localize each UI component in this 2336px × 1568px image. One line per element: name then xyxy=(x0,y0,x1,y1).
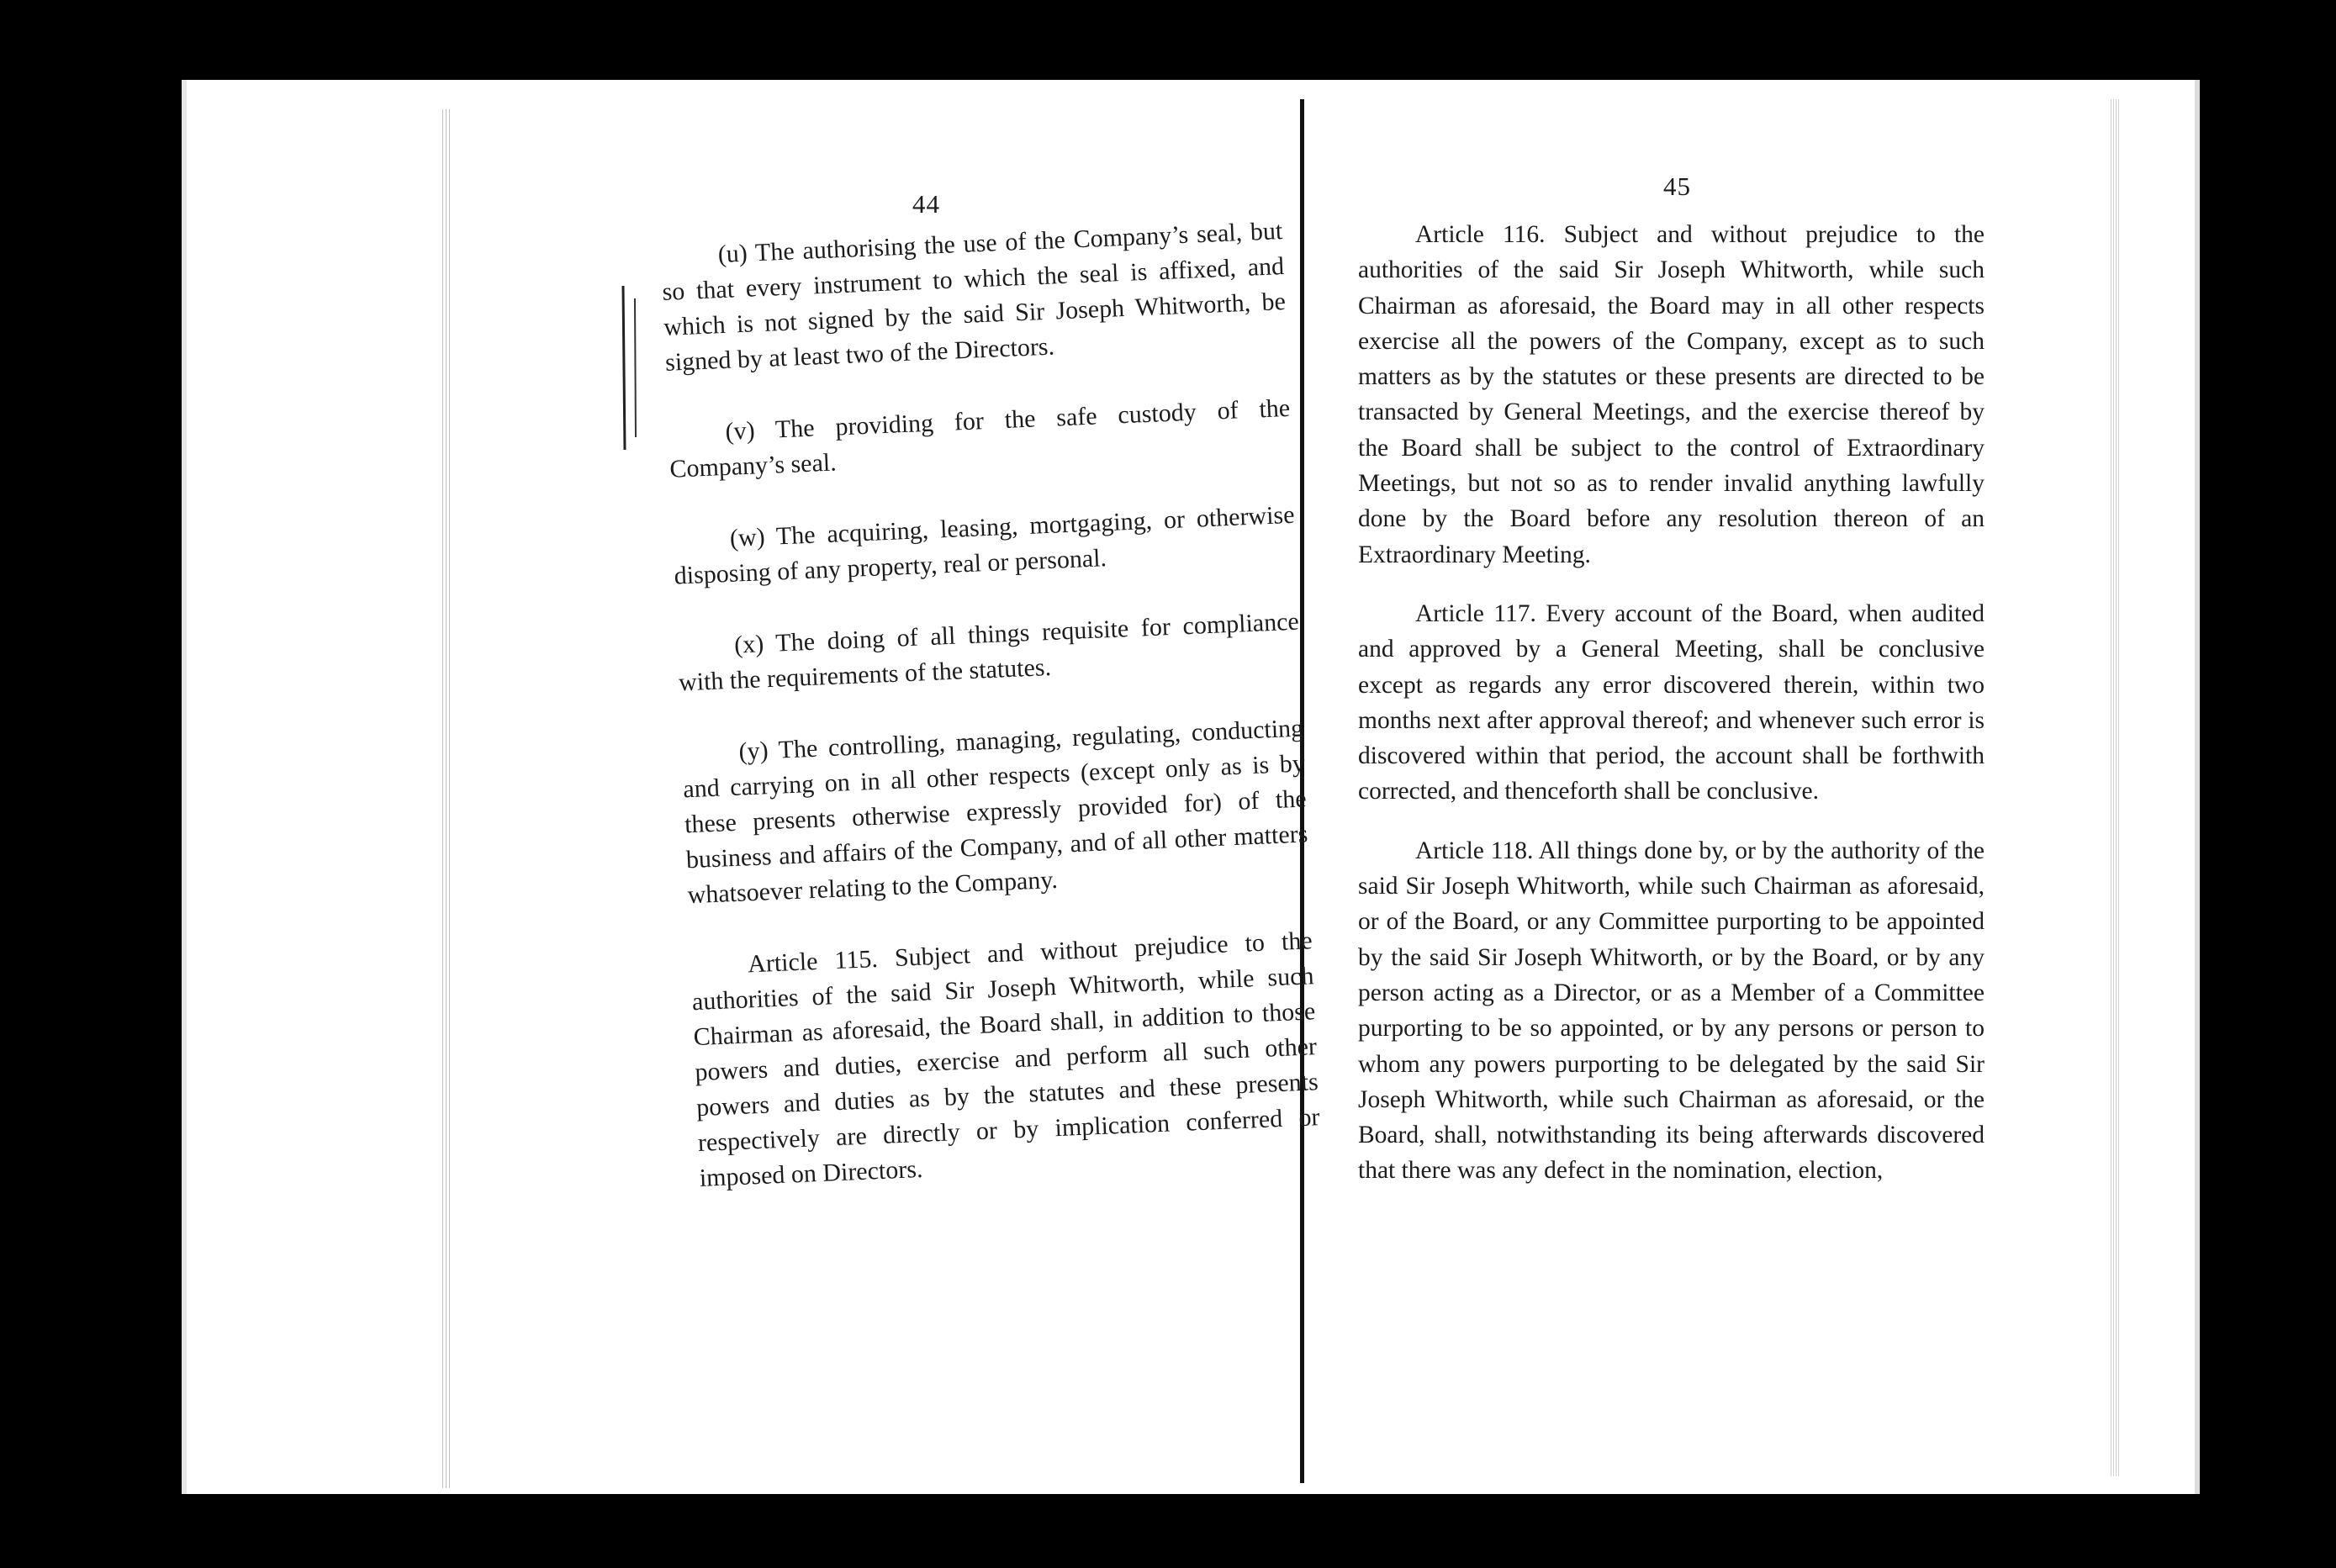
page-number-right: 45 xyxy=(1663,172,1691,201)
clause-y: (y) The controlling, managing, regulating, conducting and carrying on in all other respects (except only as is by these presents otherwise expressly provided for) of the business and affairs of the Company, and of all other matters whatsoever relating to the Company. xyxy=(682,714,1308,910)
page-number-left: 44 xyxy=(912,189,940,219)
article-117: Article 117. Every account of the Board, when audited and approved by a General Meeting, shall be conclusive except as regards any error discovered therein, within two months next after approval thereof; and whenever such error is discovered within that period, the account shall be forthwith corrected, and thenceforth shall be conclusive. xyxy=(1358,599,1985,805)
margin-bracket-mark xyxy=(620,282,645,454)
clause-w: (w) The acquiring, leasing, mortgaging, or otherwise disposing of any property, real or personal. xyxy=(674,500,1296,590)
article-118: Article 118. All things done by, or by the authority of the said Sir Joseph Whitworth, while such Chairman as aforesaid, or of the Board, or any Committee purporting to be appointed by the said Sir Joseph Whitworth, or by the Board, or by any person acting as a Director, or as a Member of a Committee purporting to be so appointed, or by any persons or person to whom any powers purporting to be delegated by the said Sir Joseph Whitworth, while such Chairman as aforesaid, or the Board, shall, notwithstanding its being afterwards discovered that there was any defect in the nomination, election, xyxy=(1358,837,1985,1185)
article-115: Article 115. Subject and without prejudice to the authorities of the said Sir Joseph Whitworth, while such Chairman as aforesaid, the Board shall, in addition to those powers and duties, exercise and perform all such other powers and duties as by the statutes and these presents respectively are directly or by implication conferred or imposed on Directors. xyxy=(691,927,1321,1193)
clause-u: (u) The authorising the use of the Company’s seal, but so that every instrument to which the seal is affixed, and which is not signed by the said Sir Joseph Whitworth, be signed by at least two of the Directors. xyxy=(661,217,1287,377)
right-page-body xyxy=(1358,217,1985,1189)
article-116: Article 116. Subject and without prejudice to the authorities of the said Sir Joseph Whitworth, while such Chairman as aforesaid, the Board may in all other respects exercise all the powers of the Company, except as to such matters as by the statutes or these presents are directed to be transacted by General Meetings, and the exercise thereof by the Board shall be subject to the control of Extraordinary Meetings, but not so as to render invalid anything lawfully done by the Board before any resolution thereon of an Extraordinary Meeting. xyxy=(1358,221,1985,568)
left-page-body xyxy=(660,214,1322,1196)
sheet-shadow-right xyxy=(2195,80,2200,1494)
page-stack-edge-right xyxy=(2111,99,2121,1476)
page-stack-edge-left xyxy=(442,109,451,1488)
clause-v: (v) The providing for the safe custody of the Company’s seal. xyxy=(669,393,1291,483)
clause-x: (x) The doing of all things requisite for compliance with the requirements of the statutes. xyxy=(678,607,1300,697)
